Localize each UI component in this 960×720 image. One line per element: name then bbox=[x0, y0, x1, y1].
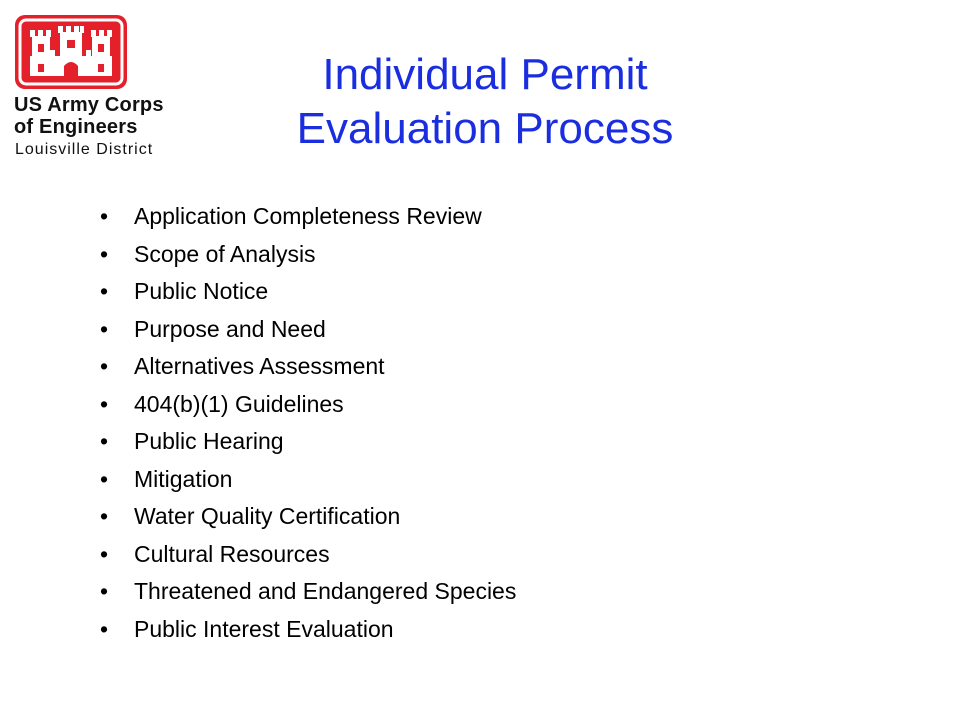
list-item-text: Scope of Analysis bbox=[134, 240, 316, 267]
usace-logo bbox=[12, 14, 212, 164]
bullet-marker: • bbox=[100, 353, 109, 379]
list-item-text: 404(b)(1) Guidelines bbox=[134, 390, 344, 417]
list-item-text: Water Quality Certification bbox=[134, 503, 401, 529]
list-item-text: Public Notice bbox=[134, 278, 269, 304]
bullet-marker: • bbox=[100, 578, 109, 604]
bullet-marker: • bbox=[100, 203, 109, 229]
logo-district-label: Louisville District bbox=[15, 141, 154, 158]
bullet-marker: • bbox=[100, 540, 109, 567]
list-item-text: Public Hearing bbox=[134, 428, 284, 454]
list-item-text: Public Interest Evaluation bbox=[134, 615, 394, 642]
list-item-text: Cultural Resources bbox=[134, 540, 330, 567]
list-item-text: Purpose and Need bbox=[134, 315, 326, 342]
logo-text-line2: of Engineers bbox=[14, 116, 138, 138]
bullet-marker: • bbox=[100, 615, 109, 642]
bullet-marker: • bbox=[100, 315, 109, 342]
list-item-text: Alternatives Assessment bbox=[134, 353, 385, 379]
list-item-text: Mitigation bbox=[134, 465, 233, 492]
list-item-text: Application Completeness Review bbox=[134, 203, 482, 229]
list-item-text: Threatened and Endangered Species bbox=[134, 578, 517, 604]
bullet-marker: • bbox=[100, 503, 109, 529]
slide-title-line2: Evaluation Process bbox=[296, 104, 674, 153]
bullet-marker: • bbox=[100, 465, 109, 492]
bullet-marker: • bbox=[100, 428, 109, 454]
bullet-marker: • bbox=[100, 240, 109, 267]
bullet-marker: • bbox=[100, 278, 109, 304]
bullet-marker: • bbox=[100, 390, 109, 417]
slide-title bbox=[220, 48, 750, 156]
slide-title-line1: Individual Permit bbox=[322, 50, 648, 99]
logo-text-line1: US Army Corps bbox=[14, 94, 164, 116]
castle-icon bbox=[14, 14, 128, 90]
